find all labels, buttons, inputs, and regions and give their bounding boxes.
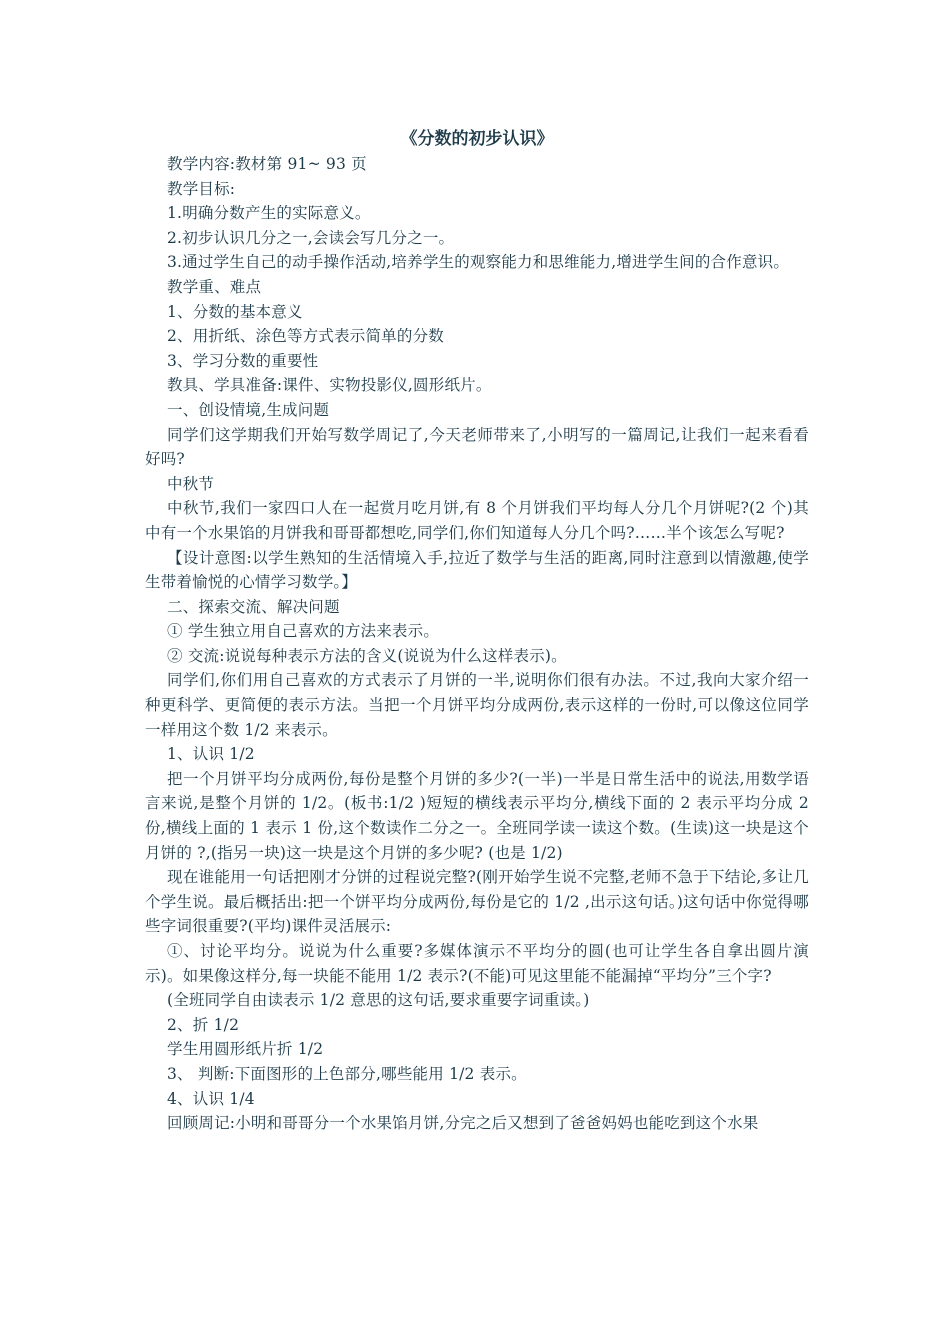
document-body: [145, 152, 809, 1136]
paragraph: 2、用折纸、涂色等方式表示简单的分数: [167, 327, 444, 346]
paragraph: 把一个月饼平均分成两份,每份是整个月饼的多少?(一半)一半是日常生活中的说法,用数学语言来说,是整个月饼的 1/2。(板书:1/2 )短短的横线表示平均分,横线下面的 2 表示平均分成 2 份,横线上面的 1 表示 1 份,这个数读作二分之一。全班同学读一读这个数。(生读)这一块是这个月饼的 ?,(指另一块)这一块是这个月饼的多少呢? (也是 1/2): [145, 769, 809, 862]
paragraph: 教学内容:教材第 91~ 93 页: [167, 155, 367, 173]
paragraph: 中秋节: [167, 474, 215, 493]
paragraph: 中秋节,我们一家四口人在一起赏月吃月饼,有 8 个月饼我们平均每人分几个月饼呢?(2 个)其中有一个水果馅的月饼我和哥哥都想吃,同学们,你们知道每人分几个吗?……半个该怎么写呢?: [145, 499, 809, 542]
document-page: [145, 126, 809, 1136]
paragraph: 3、 判断:下面图形的上色部分,哪些能用 1/2 表示。: [167, 1064, 527, 1083]
paragraph: 教学重、难点: [167, 277, 262, 296]
paragraph: 一、创设情境,生成问题: [167, 400, 330, 419]
paragraph: ①、讨论平均分。说说为什么重要?多媒体演示不平均分的圆(也可让学生各自拿出圆片演示)。如果像这样分,每一块能不能用 1/2 表示?(不能)可见这里能不能漏掉“平均分”三个字?: [145, 942, 809, 985]
paragraph: 同学们,你们用自己喜欢的方式表示了月饼的一半,说明你们很有办法。不过,我向大家介绍一种更科学、更简便的表示方法。当把一个月饼平均分成两份,表示这样的一份时,可以像这位同学一样用这个数 1/2 来表示。: [145, 671, 809, 739]
paragraph: ② 交流:说说每种表示方法的含义(说说为什么这样表示)。: [167, 646, 567, 665]
paragraph: ① 学生独立用自己喜欢的方法来表示。: [167, 622, 440, 641]
paragraph: 教学目标:: [167, 179, 236, 198]
paragraph: 回顾周记:小明和哥哥分一个水果馅月饼,分完之后又想到了爸爸妈妈也能吃到这个水果: [167, 1114, 759, 1133]
paragraph: 同学们这学期我们开始写数学周记了,今天老师带来了,小明写的一篇周记,让我们一起来看看好吗?: [145, 425, 809, 469]
paragraph: 1、分数的基本意义: [167, 302, 303, 321]
paragraph: 教具、学具准备:课件、实物投影仪,圆形纸片。: [167, 376, 492, 395]
paragraph: 现在谁能用一句话把刚才分饼的过程说完整?(刚开始学生说不完整,老师不急于下结论,多让几个学生说。最后概括出:把一个饼平均分成两份,每份是它的 1/2 ,出示这句话。)这句话中你觉得哪些字词很重要?(平均)课件灵活展示:: [145, 868, 809, 936]
paragraph: 二、探索交流、解决问题: [167, 597, 340, 616]
paragraph: 3.通过学生自己的动手操作活动,培养学生的观察能力和思维能力,增进学生间的合作意识。: [167, 253, 790, 272]
paragraph: 3、学习分数的重要性: [167, 351, 319, 370]
paragraph: 4、认识 1/4: [167, 1089, 255, 1108]
paragraph: 2.初步认识几分之一,会读会写几分之一。: [167, 228, 455, 247]
document-title: 《分数的初步认识》: [400, 129, 554, 149]
paragraph: 2、折 1/2: [167, 1015, 240, 1034]
paragraph: 1、认识 1/2: [167, 745, 255, 764]
paragraph: 学生用圆形纸片折 1/2: [167, 1040, 324, 1059]
paragraph: 【设计意图:以学生熟知的生活情境入手,拉近了数学与生活的距离,同时注意到以情激趣,使学生带着愉悦的心情学习数学。】: [145, 548, 809, 592]
paragraph: 1.明确分数产生的实际意义。: [167, 204, 371, 223]
paragraph: (全班同学自由读表示 1/2 意思的这句话,要求重要字词重读。): [167, 991, 590, 1010]
